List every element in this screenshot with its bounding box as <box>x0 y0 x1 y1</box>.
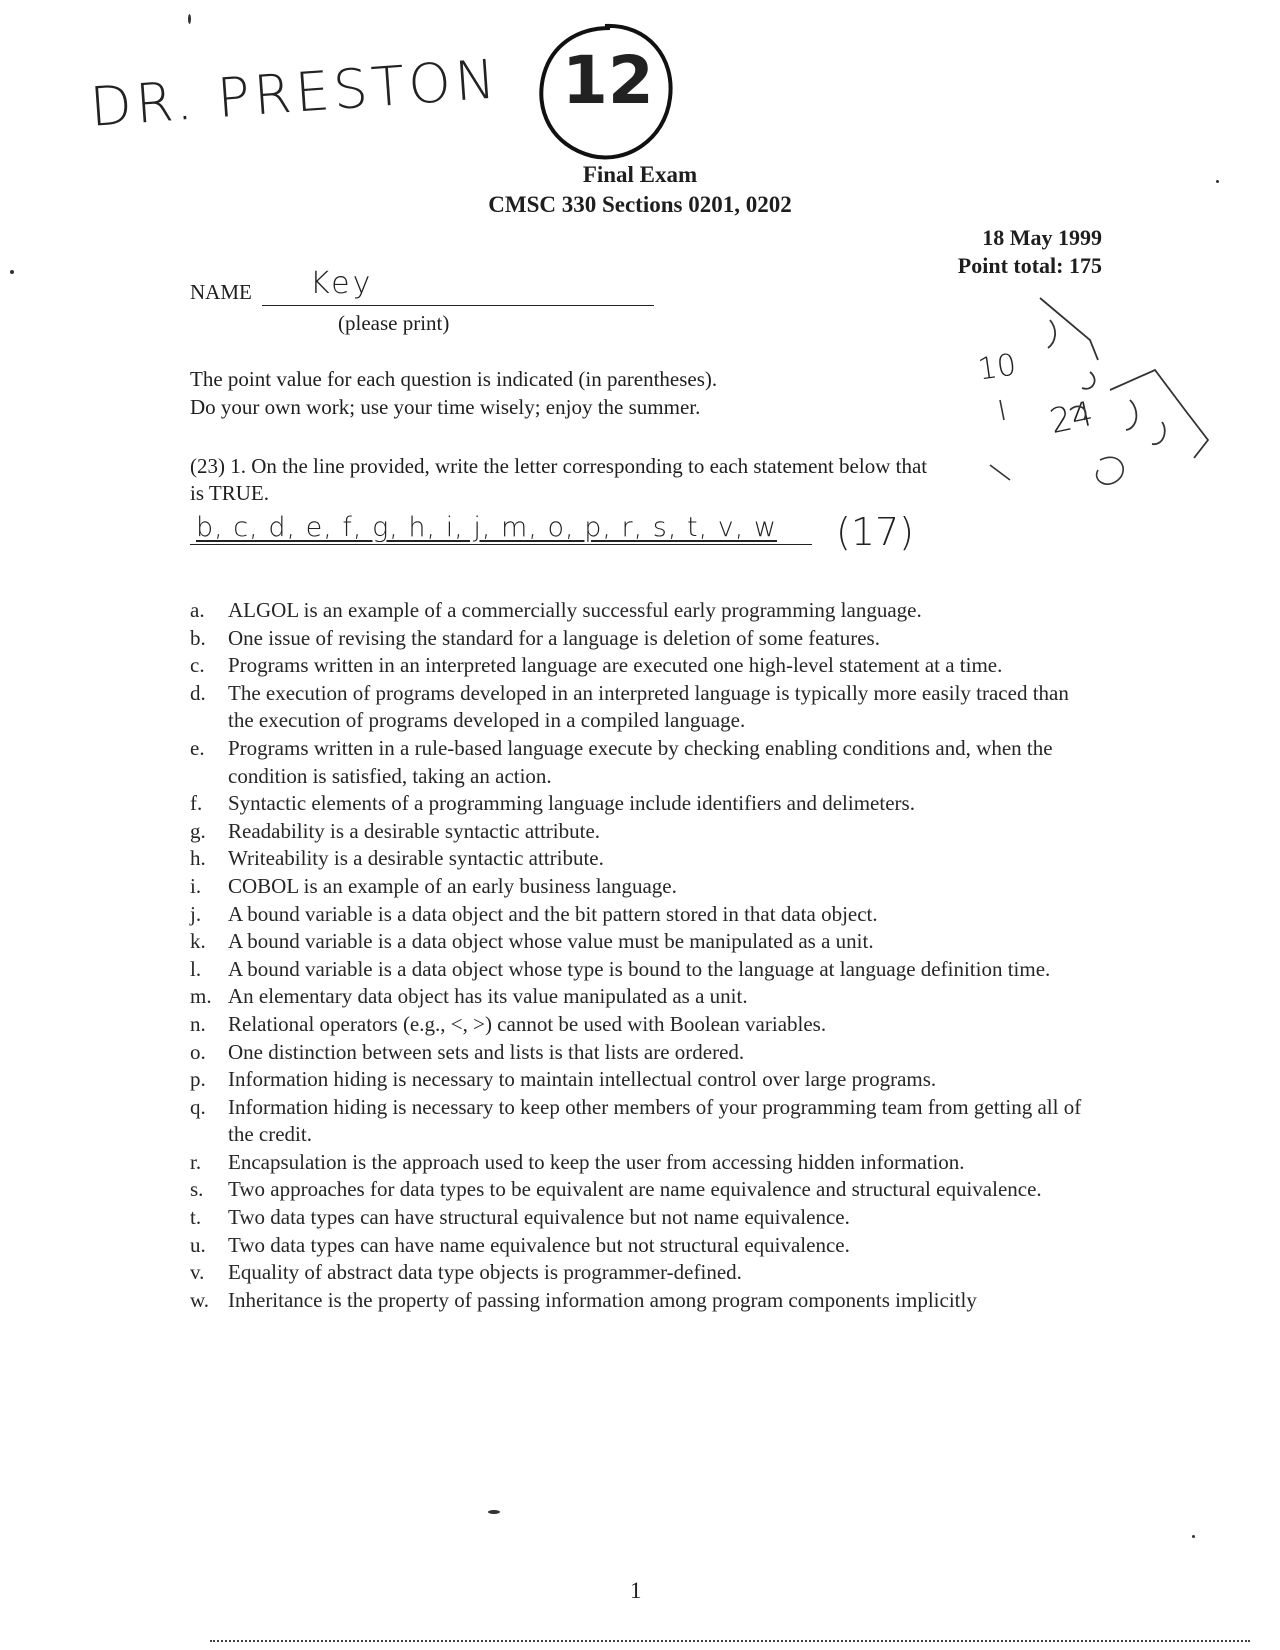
question-1-prompt-cont: is TRUE. <box>190 481 269 505</box>
statement-text: Two data types can have structural equivalence but not name equivalence. <box>228 1205 850 1230</box>
statement-item <box>182 1287 1082 1315</box>
name-label: NAME <box>190 280 252 304</box>
speckle <box>1192 1535 1195 1538</box>
statement-item <box>182 652 1082 680</box>
statement-item <box>182 1039 1082 1067</box>
statement-text: The execution of programs developed in an interpreted language is typically more easily traced than the execution of programs developed in a compiled language. <box>228 680 1069 733</box>
statement-text: Relational operators (e.g., <, >) cannot be used with Boolean variables. <box>228 1011 827 1036</box>
statement-letter: i. <box>190 873 202 898</box>
statement-text: Information hiding is necessary to maintain intellectual control over large programs. <box>228 1067 937 1092</box>
statement-letter: o. <box>190 1039 206 1064</box>
statement-item <box>182 901 1082 929</box>
page-number: 1 <box>630 1578 642 1603</box>
statement-letter: m. <box>190 984 212 1009</box>
statement-letter: g. <box>190 818 206 843</box>
statement-text: One distinction between sets and lists is that lists are ordered. <box>228 1039 745 1064</box>
statement-letter: a. <box>190 598 205 622</box>
statement-item <box>182 1011 1082 1039</box>
name-hint: (please print) <box>338 311 450 335</box>
statement-letter: s. <box>190 1177 204 1202</box>
statement-letter: t. <box>190 1205 202 1230</box>
statement-letter: n. <box>190 1011 206 1036</box>
exam-date: 18 May 1999 <box>982 225 1102 250</box>
statement-text: ALGOL is an example of a commercially successful early programming language. <box>228 598 922 622</box>
statement-item <box>182 845 1082 873</box>
answer-handwritten: b, c, d, e, f, g, h, i, j, m, o, p, r, s, t, v, w <box>196 512 777 543</box>
statement-text: One issue of revising the standard for a language is deletion of some features. <box>228 625 880 650</box>
exam-title: Final Exam <box>582 162 698 187</box>
statement-item <box>182 680 1082 735</box>
statement-item <box>182 1259 1082 1287</box>
margin-scribbles <box>980 280 1240 530</box>
statement-text: Inheritance is the property of passing information among program components implicitly <box>228 1287 977 1312</box>
statement-item <box>182 873 1082 901</box>
statement-item <box>182 1094 1082 1149</box>
answer-underline <box>190 544 812 545</box>
statement-item <box>182 956 1082 984</box>
statement-item <box>182 1066 1082 1094</box>
statement-item <box>182 597 1082 625</box>
statement-letter: h. <box>190 846 206 871</box>
statement-text: A bound variable is a data object whose type is bound to the language at language definition time. <box>228 956 1051 981</box>
statement-letter: e. <box>190 735 205 760</box>
instructor-name-handwritten: DR. PRESTON <box>88 47 502 139</box>
question-1-prompt: (23) 1. On the line provided, write the letter corresponding to each statement below that <box>190 454 928 478</box>
statement-letter: w. <box>190 1287 210 1312</box>
statement-letter: c. <box>190 653 205 678</box>
instruction-conduct: Do your own work; use your time wisely; enjoy the summer. <box>190 395 701 419</box>
statement-letter: p. <box>190 1067 206 1092</box>
statement-item <box>182 1232 1082 1260</box>
statement-item <box>182 928 1082 956</box>
speckle <box>1216 180 1219 183</box>
statement-text: Readability is a desirable syntactic attribute. <box>228 818 601 843</box>
speckle <box>10 270 14 274</box>
point-total: Point total: 175 <box>957 253 1102 278</box>
statement-item <box>182 1176 1082 1204</box>
statement-text: An elementary data object has its value manipulated as a unit. <box>228 984 748 1009</box>
scan-bottom-edge <box>210 1640 1250 1642</box>
statement-text: A bound variable is a data object and the bit pattern stored in that data object. <box>228 901 878 926</box>
instruction-points: The point value for each question is indicated (in parentheses). <box>190 367 718 391</box>
name-underline <box>262 305 654 306</box>
statement-letter: l. <box>190 956 202 981</box>
statement-text: Equality of abstract data type objects is programmer-defined. <box>228 1260 742 1285</box>
statement-letter: v. <box>190 1260 205 1285</box>
statement-item <box>182 735 1082 790</box>
statement-letter: d. <box>190 680 206 705</box>
name-value-handwritten: Key <box>310 266 374 301</box>
statement-text: Programs written in a rule-based language execute by checking enabling conditions and, when the condition is satisfied, taking an action. <box>228 735 1053 788</box>
statement-text: Writeability is a desirable syntactic attribute. <box>228 846 604 871</box>
statement-text: Syntactic elements of a programming language include identifiers and delimeters. <box>228 791 915 816</box>
speckle <box>488 1510 500 1514</box>
statement-item <box>182 625 1082 653</box>
statement-text: Encapsulation is the approach used to keep the user from accessing hidden information. <box>228 1149 965 1174</box>
statement-text: Programs written in an interpreted language are executed one high-level statement at a time. <box>228 653 1003 678</box>
statement-text: A bound variable is a data object whose value must be manipulated as a unit. <box>228 929 874 954</box>
grade-score: 12 <box>562 42 654 119</box>
statement-item <box>182 1149 1082 1177</box>
statement-letter: q. <box>190 1094 206 1119</box>
margin-tally-left: 10 <box>975 347 1019 388</box>
statement-text: Information hiding is necessary to keep other members of your programming team from getting all of the credit. <box>228 1094 1082 1147</box>
statement-letter: u. <box>190 1232 206 1257</box>
statement-item <box>182 818 1082 846</box>
speckle <box>188 14 191 24</box>
statement-item <box>182 790 1082 818</box>
statement-text: Two approaches for data types to be equivalent are name equivalence and structural equivalence. <box>228 1177 1042 1202</box>
statement-text: COBOL is an example of an early business language. <box>228 873 677 898</box>
statement-letter: j. <box>190 901 202 926</box>
course-sections: CMSC 330 Sections 0201, 0202 <box>488 192 792 217</box>
statement-item <box>182 983 1082 1011</box>
statement-item <box>182 1204 1082 1232</box>
true-false-statements <box>182 597 1082 1314</box>
margin-tally-right: 24 <box>1046 393 1097 443</box>
statement-letter: k. <box>190 929 206 954</box>
statement-letter: r. <box>190 1149 202 1174</box>
statement-text: Two data types can have name equivalence but not structural equivalence. <box>228 1232 850 1257</box>
statement-letter: f. <box>190 791 203 816</box>
answer-score-handwritten: (17) <box>836 510 915 554</box>
statement-letter: b. <box>190 625 206 650</box>
